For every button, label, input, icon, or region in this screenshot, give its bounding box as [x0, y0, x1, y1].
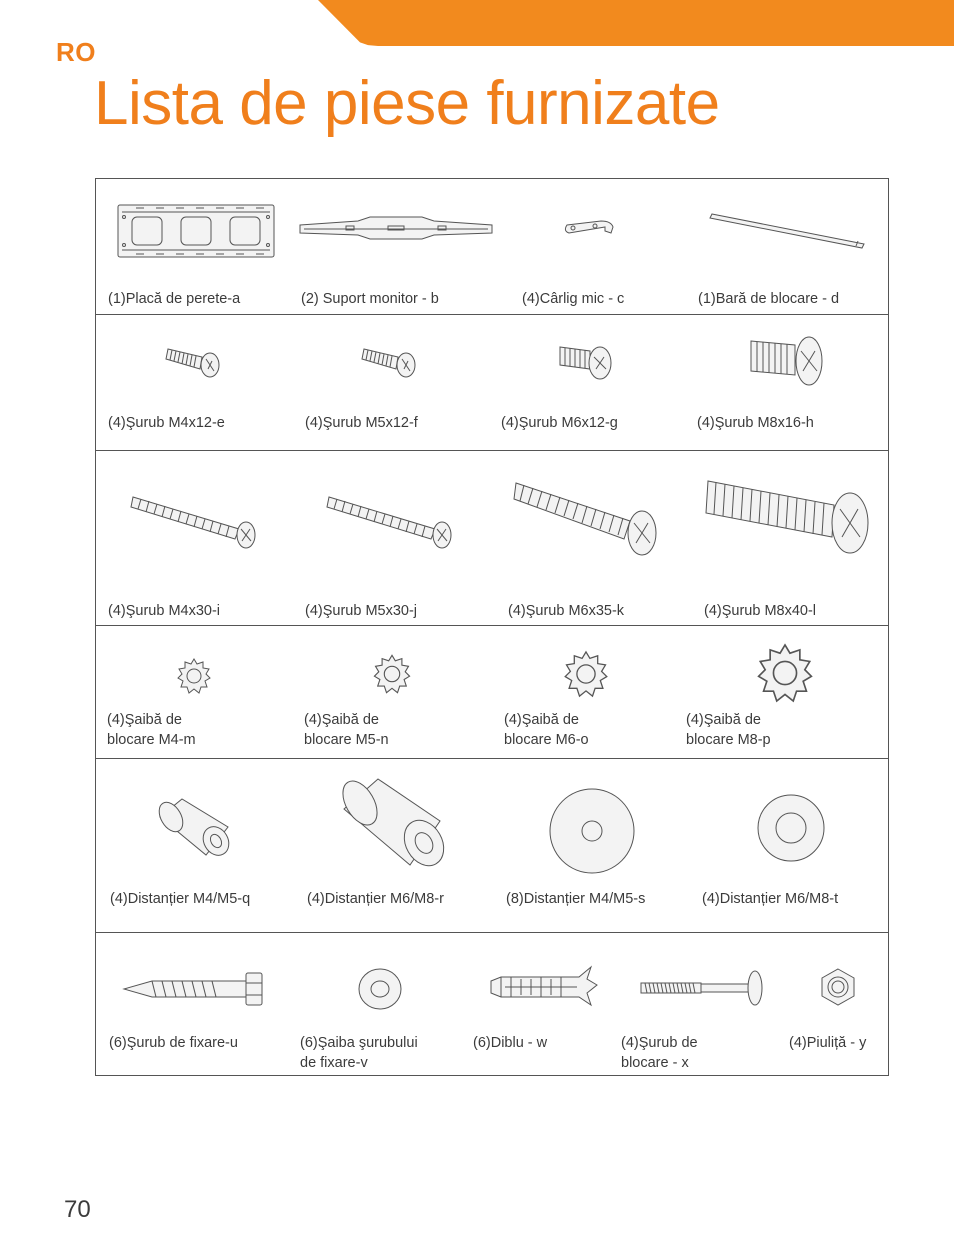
- spacer-tube-icon: [96, 795, 292, 859]
- header-tab: [318, 0, 954, 46]
- part-cell: [292, 451, 488, 625]
- part-cell: [292, 315, 488, 450]
- parts-row: [96, 933, 888, 1077]
- part-cell: [686, 451, 890, 625]
- page-number: 70: [64, 1196, 91, 1223]
- page-title: Lista de piese furnizate: [94, 69, 720, 138]
- part-cell: [292, 933, 468, 1077]
- washer-icon: [292, 967, 468, 1011]
- part-cell: [496, 179, 686, 314]
- part-label: (1)Placă de perete-a: [108, 291, 241, 307]
- part-cell: [488, 315, 684, 450]
- part-label: (4)Şurub M5x12-f: [305, 415, 418, 431]
- parts-table: [95, 178, 889, 1076]
- part-label: (4)Şurub de blocare - x: [621, 1035, 698, 1071]
- locking-bar-icon: [686, 211, 890, 251]
- part-label: (4)Şurub M4x30-i: [108, 603, 221, 619]
- part-cell: [96, 933, 292, 1077]
- parts-row: [96, 759, 888, 933]
- monitor-bracket-icon: [296, 213, 496, 243]
- lag-bolt-icon: [96, 969, 292, 1009]
- part-label: (4)Şaibă de blocare M8-p: [686, 712, 771, 748]
- parts-row: [96, 315, 888, 451]
- part-cell: [488, 451, 686, 625]
- part-label: (2) Suport monitor - b: [301, 291, 439, 307]
- locking-bolt-icon: [618, 969, 786, 1009]
- part-cell: [96, 179, 296, 314]
- part-cell: [468, 933, 618, 1077]
- part-label: (4)Şurub M6x12-g: [501, 415, 618, 431]
- part-cell: [96, 626, 292, 758]
- part-label: (4)Şurub M5x30-j: [305, 603, 418, 619]
- part-label: (4)Distanțier M6/M8-r: [307, 891, 444, 907]
- wall-plate-icon: [96, 203, 296, 259]
- part-label: (1)Bară de blocare - d: [698, 291, 840, 307]
- lock-washer-icon: [96, 656, 292, 696]
- nut-icon: [786, 967, 890, 1007]
- part-cell: [786, 933, 890, 1077]
- screw-icon: [96, 343, 292, 379]
- part-label: (4)Şaibă de blocare M6-o: [504, 712, 589, 748]
- parts-row: [96, 179, 888, 315]
- part-cell: [96, 451, 292, 625]
- part-label: (6)Şurub de fixare-u: [109, 1035, 238, 1051]
- part-cell: [686, 179, 890, 314]
- flat-spacer-icon: [692, 793, 890, 863]
- part-label: (4)Şurub M8x16-h: [697, 415, 814, 431]
- part-label: (4)Distanțier M6/M8-t: [702, 891, 839, 907]
- part-label: (6)Diblu - w: [473, 1035, 548, 1051]
- part-label: (4)Şaibă de blocare M5-n: [304, 712, 389, 748]
- language-code: RO: [56, 37, 96, 67]
- long-screw-icon: [96, 487, 292, 551]
- part-label: (6)Şaiba şurubului de fixare-v: [300, 1035, 418, 1071]
- wall-anchor-icon: [468, 963, 618, 1015]
- parts-row: [96, 451, 888, 626]
- part-cell: [692, 759, 890, 932]
- part-label: (8)Distanțier M4/M5-s: [506, 891, 646, 907]
- part-cell: [618, 933, 786, 1077]
- screw-icon: [292, 343, 488, 379]
- part-cell: [492, 759, 692, 932]
- part-label: (4)Distanțier M4/M5-q: [110, 891, 251, 907]
- screw-icon: [488, 339, 684, 383]
- part-cell: [96, 315, 292, 450]
- long-screw-icon: [292, 487, 488, 551]
- parts-row: [96, 626, 888, 759]
- lock-washer-icon: [680, 640, 890, 706]
- lock-washer-icon: [292, 652, 492, 696]
- part-label: (4)Şaibă de blocare M4-m: [107, 712, 196, 748]
- long-screw-icon: [488, 473, 686, 563]
- flat-spacer-icon: [492, 787, 692, 875]
- part-label: (4)Şurub M8x40-l: [704, 603, 817, 619]
- part-label: (4)Şurub M4x12-e: [108, 415, 225, 431]
- part-label: (4)Şurub M6x35-k: [508, 603, 625, 619]
- screw-icon: [684, 333, 890, 389]
- spacer-tube-icon: [292, 773, 492, 871]
- lock-washer-icon: [492, 648, 680, 700]
- part-cell: [492, 626, 680, 758]
- part-label: (4)Cârlig mic - c: [522, 291, 625, 307]
- part-cell: [96, 759, 292, 932]
- part-cell: [292, 759, 492, 932]
- long-screw-icon: [686, 475, 890, 561]
- small-hook-icon: [496, 219, 686, 239]
- part-label: (4)Piuliță - y: [789, 1035, 867, 1051]
- part-cell: [292, 626, 492, 758]
- part-cell: [296, 179, 496, 314]
- part-cell: [680, 626, 890, 758]
- part-cell: [684, 315, 890, 450]
